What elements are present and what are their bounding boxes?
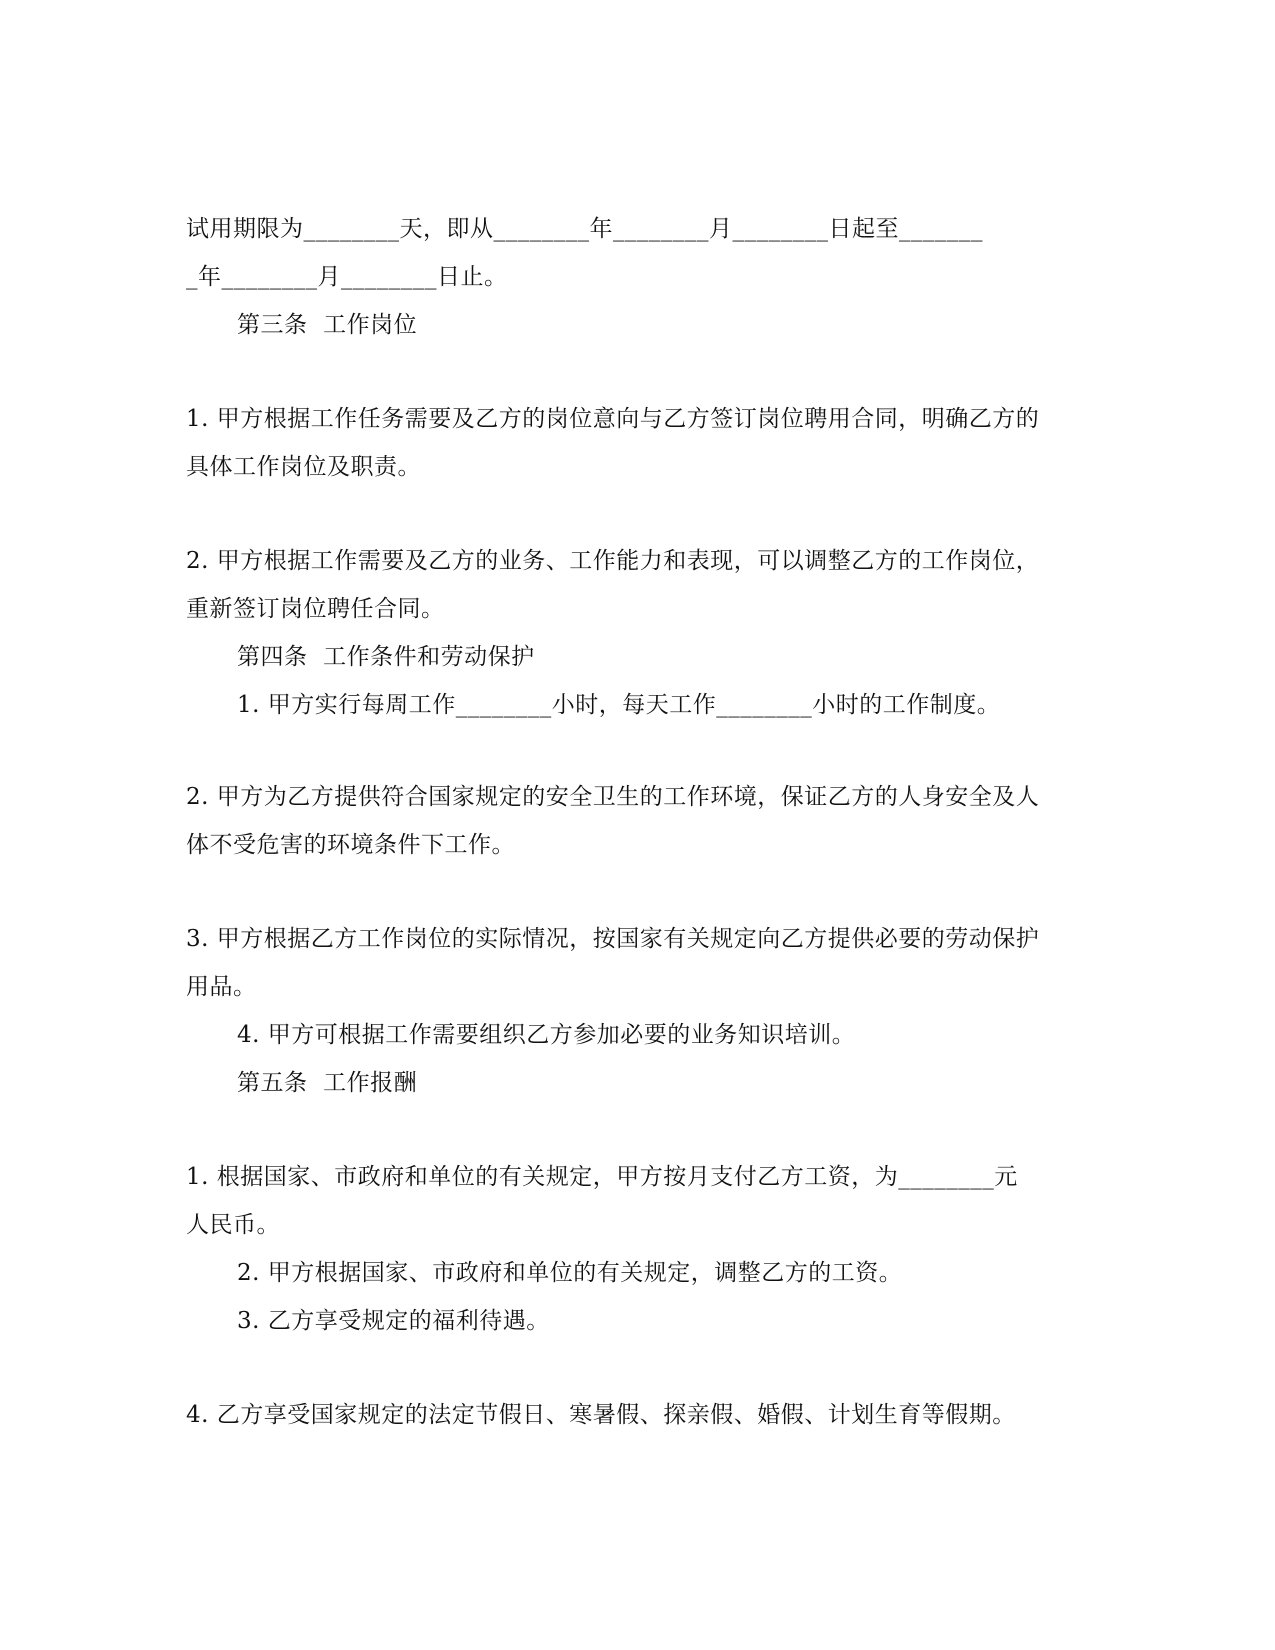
article-4-item-1: 1. 甲方实行每周工作________小时，每天工作________小时的工作制度。 (237, 692, 1001, 718)
probation-period-line-2: _年________月________日止。 (186, 264, 508, 290)
article-3-item-1-line-2: 具体工作岗位及职责。 (186, 454, 421, 480)
article-3-heading: 第三条 工作岗位 (237, 312, 418, 338)
article-5-heading: 第五条 工作报酬 (237, 1070, 418, 1096)
article-4-item-2-line-2: 体不受危害的环境条件下工作。 (186, 832, 515, 858)
article-3-item-2-line-2: 重新签订岗位聘任合同。 (186, 596, 445, 622)
article-4-item-4: 4. 甲方可根据工作需要组织乙方参加必要的业务知识培训。 (237, 1022, 856, 1048)
article-4-heading: 第四条 工作条件和劳动保护 (237, 644, 535, 670)
probation-period-line-1: 试用期限为________天，即从________年________月________日起至_______ (186, 216, 983, 242)
article-5-item-1-line-1: 1. 根据国家、市政府和单位的有关规定，甲方按月支付乙方工资，为________元 (186, 1164, 1018, 1190)
article-5-item-4: 4. 乙方享受国家规定的法定节假日、寒暑假、探亲假、婚假、计划生育等假期。 (186, 1402, 1016, 1428)
article-5-item-1-line-2: 人民币。 (186, 1212, 280, 1238)
article-5-item-2: 2. 甲方根据国家、市政府和单位的有关规定，调整乙方的工资。 (237, 1260, 903, 1286)
article-3-item-1-line-1: 1. 甲方根据工作任务需要及乙方的岗位意向与乙方签订岗位聘用合同，明确乙方的 (186, 406, 1040, 432)
article-3-item-2-line-1: 2. 甲方根据工作需要及乙方的业务、工作能力和表现，可以调整乙方的工作岗位， (186, 548, 1040, 574)
article-4-item-3-line-2: 用品。 (186, 974, 257, 1000)
article-4-item-2-line-1: 2. 甲方为乙方提供符合国家规定的安全卫生的工作环境，保证乙方的人身安全及人 (186, 784, 1040, 810)
article-5-item-3: 3. 乙方享受规定的福利待遇。 (237, 1308, 550, 1334)
article-4-item-3-line-1: 3. 甲方根据乙方工作岗位的实际情况，按国家有关规定向乙方提供必要的劳动保护 (186, 926, 1040, 952)
